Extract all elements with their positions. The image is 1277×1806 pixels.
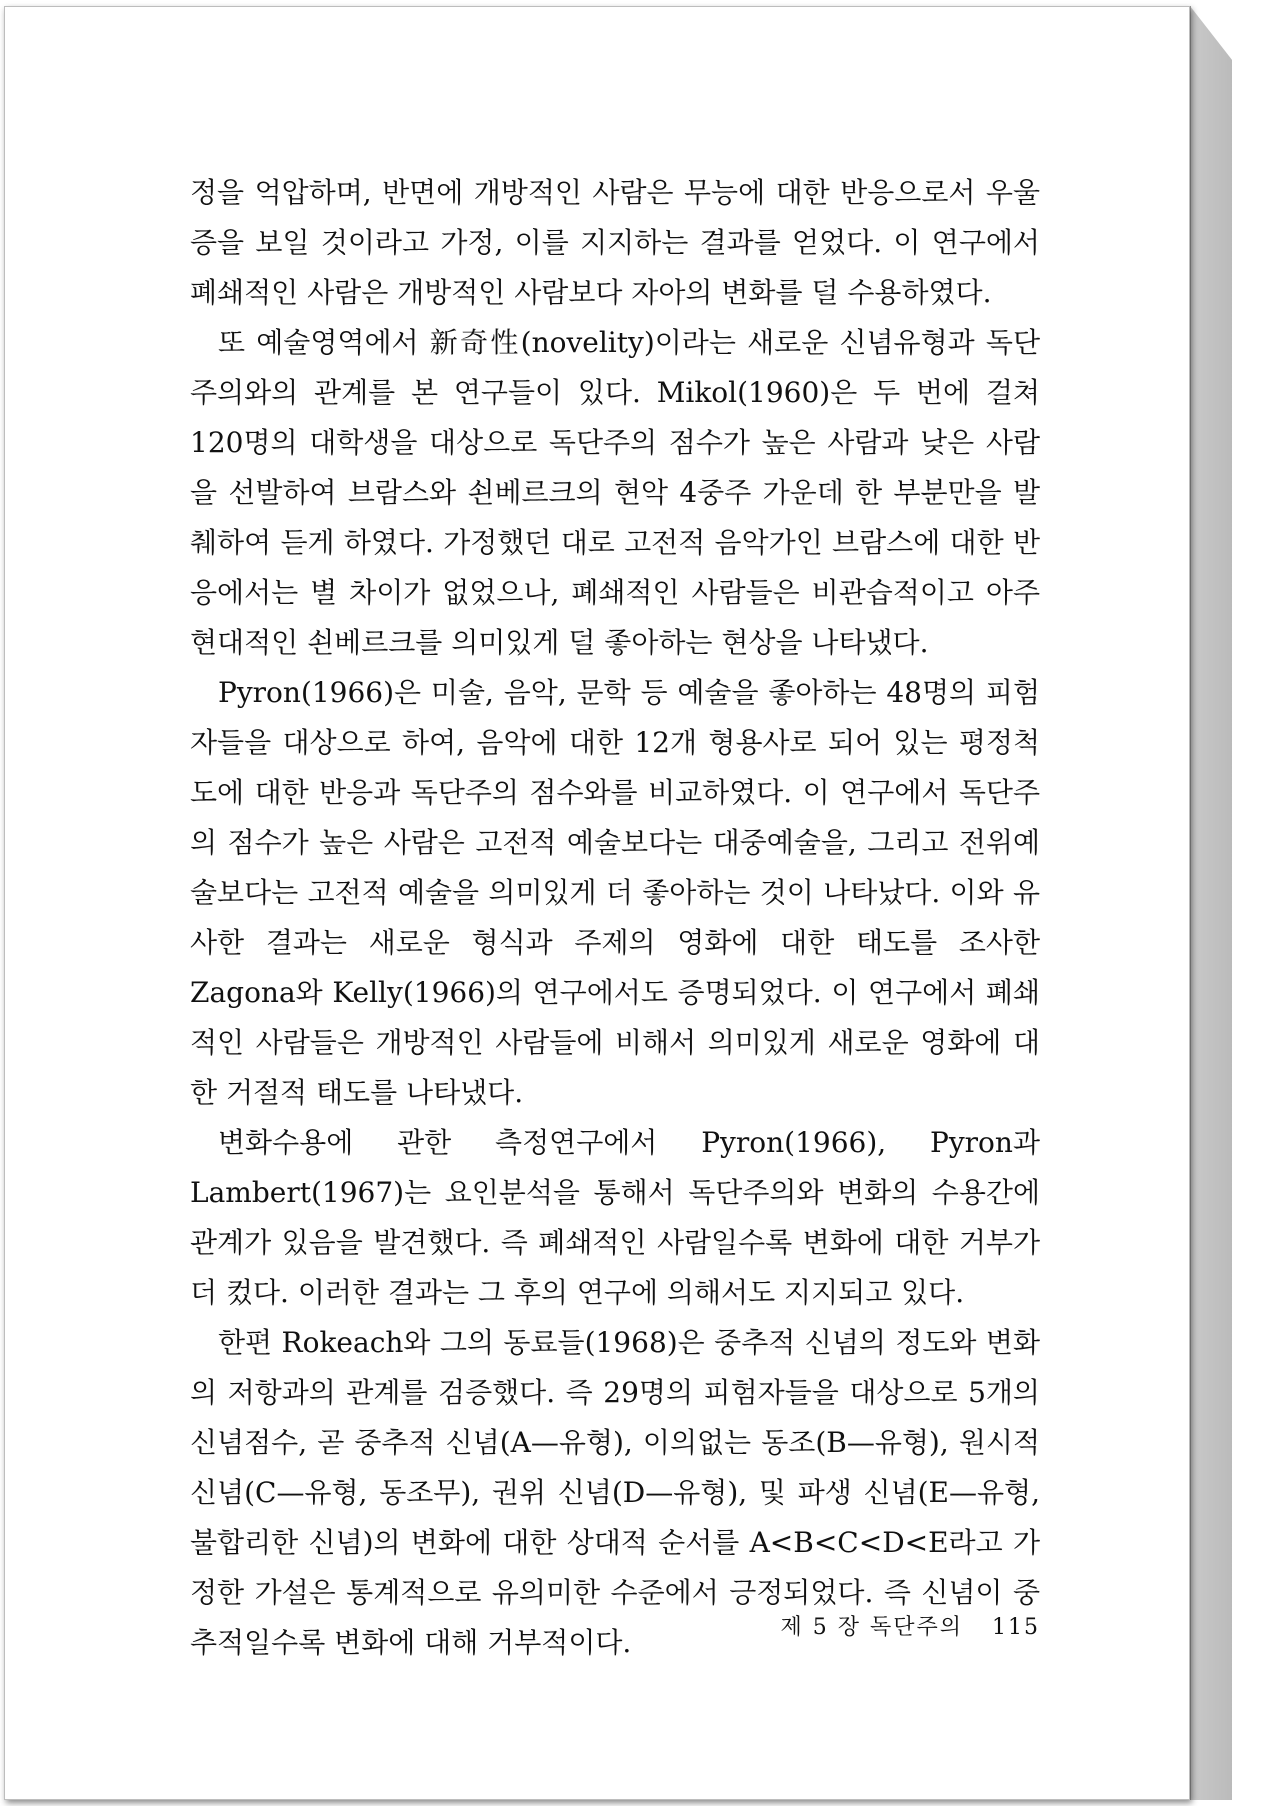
paragraph-5: 한편 Rokeach와 그의 동료들(1968)은 중추적 신념의 정도와 변화의 저항과의 관계를 검증했다. 즉 29명의 피험자들을 대상으로 5개의 신념점수, 곧 중추적 신념(A—유형), 이의없는 동조(B—유형), 원시적 신념(C—유형, 동조무), 권위 신념(D—유형), 및 파생 신념(E—유형, 불합리한 신념)의 변화에 대한 상대적 순서를 A<B<C<D<E라고 가정한 가설은 통계적으로 유의미한 수준에서 긍정되었다. 즉 신념이 중추적일수록 변화에 대해 거부적이다. — [190, 1326, 1040, 1659]
paragraph-4: 변화수용에 관한 측정연구에서 Pyron(1966), Pyron과 Lambert(1967)는 요인분석을 통해서 독단주의와 변화의 수용간에 관계가 있음을 발견했다. 즉 폐쇄적인 사람일수록 변화에 대한 거부가 더 컸다. 이러한 결과는 그 후의 연구에 의해서도 지지되고 있다. — [190, 1126, 1040, 1309]
running-head-chapter: 제 5 장 독단주의 — [780, 1615, 963, 1640]
paragraph-3: Pyron(1966)은 미술, 음악, 문학 등 예술을 좋아하는 48명의 피험자들을 대상으로 하여, 음악에 대한 12개 형용사로 되어 있는 평정척도에 대한 반응과 독단주의 점수와를 비교하였다. 이 연구에서 독단주의 점수가 높은 사람은 고전적 예술보다는 대중예술을, 그리고 전위예술보다는 고전적 예술을 의미있게 더 좋아하는 것이 나타났다. 이와 유사한 결과는 새로운 형식과 주제의 영화에 대한 태도를 조사한 Zagona와 Kelly(1966)의 연구에서도 증명되었다. 이 연구에서 폐쇄적인 사람들은 개방적인 사람들에 비해서 의미있게 새로운 영화에 대한 거절적 태도를 나타냈다. — [190, 676, 1040, 1109]
body-text — [190, 168, 1040, 1668]
book-spine-edge — [1190, 6, 1234, 1800]
page-number: 115 — [992, 1615, 1040, 1640]
page-footer — [780, 1610, 1040, 1641]
paragraph-2: 또 예술영역에서 新奇性(novelity)이라는 새로운 신념유형과 독단주의와의 관계를 본 연구들이 있다. Mikol(1960)은 두 번에 걸쳐 120명의 대학생을 대상으로 독단주의 점수가 높은 사람과 낮은 사람을 선발하여 브람스와 쇤베르크의 현악 4중주 가운데 한 부분만을 발췌하여 듣게 하였다. 가정했던 대로 고전적 음악가인 브람스에 대한 반응에서는 별 차이가 없었으나, 폐쇄적인 사람들은 비관습적이고 아주 현대적인 쇤베르크를 의미있게 덜 좋아하는 현상을 나타냈다. — [190, 326, 1040, 659]
paragraph-1: 정을 억압하며, 반면에 개방적인 사람은 무능에 대한 반응으로서 우울증을 보일 것이라고 가정, 이를 지지하는 결과를 얻었다. 이 연구에서 폐쇄적인 사람은 개방적인 사람보다 자아의 변화를 덜 수용하였다. — [190, 176, 1040, 309]
